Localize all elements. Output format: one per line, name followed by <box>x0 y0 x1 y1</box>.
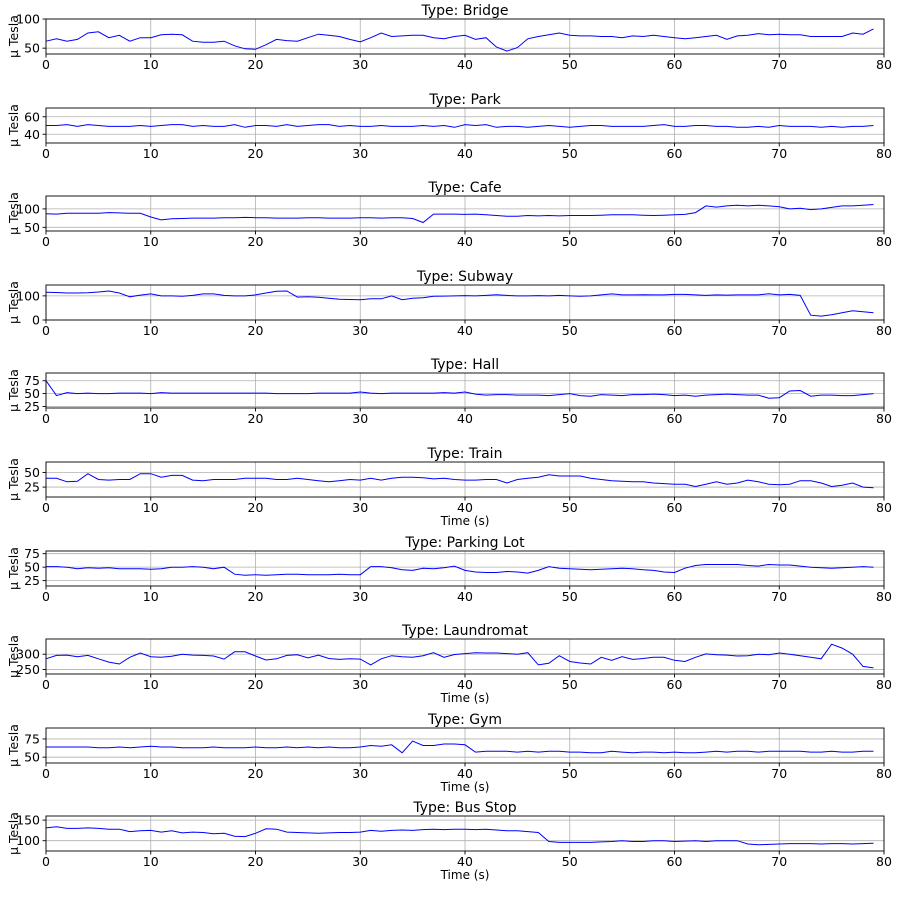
y-tick-label: 60 <box>24 109 40 125</box>
x-tick-label: 40 <box>457 854 473 869</box>
x-tick-label: 70 <box>771 677 788 692</box>
subplot-title: Type: Gym <box>427 712 503 728</box>
x-tick-label: 20 <box>247 677 264 692</box>
y-tick-label: 25 <box>24 479 40 495</box>
y-tick-label: 100 <box>16 288 40 304</box>
subplot-cafe <box>6 180 892 249</box>
x-tick-label: 60 <box>666 766 683 781</box>
x-tick-label: 0 <box>42 589 50 604</box>
y-axis-label: μ Tesla <box>6 458 21 501</box>
subplot-title: Type: Bridge <box>421 3 509 19</box>
y-axis-label: μ Tesla <box>6 812 21 855</box>
x-tick-label: 40 <box>457 411 473 426</box>
x-tick-label: 20 <box>247 500 264 515</box>
x-tick-label: 0 <box>42 677 50 692</box>
x-tick-label: 60 <box>666 234 683 249</box>
x-tick-label: 70 <box>771 234 788 249</box>
y-axis-label: μ Tesla <box>6 15 21 58</box>
x-tick-label: 80 <box>876 411 892 426</box>
y-axis-label: μ Tesla <box>6 369 21 412</box>
x-tick-label: 50 <box>561 589 578 604</box>
x-tick-label: 0 <box>42 234 50 249</box>
subplot-bridge <box>6 3 892 72</box>
x-tick-label: 80 <box>876 500 892 515</box>
subplot-title: Type: Cafe <box>428 180 502 196</box>
y-axis-label: μ Tesla <box>6 724 21 767</box>
series-line-bus-stop <box>46 827 874 845</box>
x-tick-label: 70 <box>771 411 788 426</box>
y-tick-label: 100 <box>16 201 40 217</box>
x-tick-label: 10 <box>142 677 159 692</box>
x-tick-label: 30 <box>352 677 369 692</box>
x-tick-label: 70 <box>771 766 788 781</box>
x-tick-label: 40 <box>457 323 473 338</box>
x-tick-label: 50 <box>561 766 578 781</box>
series-line-parking-lot <box>46 565 874 576</box>
x-tick-label: 20 <box>247 234 264 249</box>
x-tick-label: 20 <box>247 854 264 869</box>
x-tick-label: 0 <box>42 500 50 515</box>
subplot-title: Type: Train <box>427 446 503 462</box>
x-tick-label: 80 <box>876 677 892 692</box>
y-axis-label: μ Tesla <box>6 547 21 590</box>
x-tick-label: 20 <box>247 323 264 338</box>
x-tick-label: 30 <box>352 766 369 781</box>
series-line-subway <box>46 291 874 316</box>
y-tick-label: 300 <box>16 646 40 662</box>
series-line-cafe <box>46 205 874 223</box>
x-tick-label: 30 <box>352 234 369 249</box>
x-tick-label: 20 <box>247 766 264 781</box>
y-tick-label: 75 <box>24 373 40 389</box>
y-axis-label: μ Tesla <box>6 281 21 324</box>
y-tick-label: 75 <box>24 731 40 747</box>
x-tick-label: 50 <box>561 854 578 869</box>
x-tick-label: 40 <box>457 589 473 604</box>
x-tick-label: 80 <box>876 234 892 249</box>
x-tick-label: 50 <box>561 500 578 515</box>
x-tick-label: 10 <box>142 854 159 869</box>
y-tick-label: 0 <box>32 312 40 328</box>
x-tick-label: 80 <box>876 57 892 72</box>
x-tick-label: 0 <box>42 854 50 869</box>
x-tick-label: 30 <box>352 57 369 72</box>
x-axis-label: Time (s) <box>440 780 490 794</box>
x-tick-label: 40 <box>457 766 473 781</box>
x-tick-label: 50 <box>561 677 578 692</box>
y-tick-label: 50 <box>24 559 40 575</box>
x-tick-label: 70 <box>771 146 788 161</box>
y-tick-label: 50 <box>24 465 40 480</box>
x-tick-label: 10 <box>142 766 159 781</box>
x-tick-label: 70 <box>771 57 788 72</box>
subplot-subway <box>6 269 892 338</box>
x-tick-label: 80 <box>876 854 892 869</box>
subplot-parking-lot <box>6 535 892 604</box>
x-tick-label: 10 <box>142 323 159 338</box>
subplot-laundromat <box>6 623 892 705</box>
x-tick-label: 60 <box>666 411 683 426</box>
subplot-train <box>6 446 892 528</box>
subplot-title: Type: Bus Stop <box>413 800 517 816</box>
x-tick-label: 10 <box>142 589 159 604</box>
x-tick-label: 10 <box>142 500 159 515</box>
x-axis-label: Time (s) <box>440 514 490 528</box>
x-tick-label: 30 <box>352 146 369 161</box>
series-line-gym <box>46 741 874 753</box>
x-tick-label: 40 <box>457 500 473 515</box>
y-tick-label: 50 <box>24 749 40 765</box>
y-tick-label: 50 <box>24 219 40 235</box>
x-tick-label: 0 <box>42 323 50 338</box>
x-tick-label: 10 <box>142 411 159 426</box>
y-tick-label: 150 <box>16 812 40 828</box>
x-tick-label: 40 <box>457 677 473 692</box>
x-tick-label: 70 <box>771 500 788 515</box>
x-tick-label: 60 <box>666 500 683 515</box>
subplot-title: Type: Park <box>429 92 501 108</box>
subplot-title: Type: Parking Lot <box>405 535 525 551</box>
x-tick-label: 50 <box>561 146 578 161</box>
x-tick-label: 20 <box>247 589 264 604</box>
x-tick-label: 40 <box>457 234 473 249</box>
y-tick-label: 50 <box>24 40 40 56</box>
x-tick-label: 30 <box>352 411 369 426</box>
series-line-park <box>46 125 874 128</box>
x-axis-label: Time (s) <box>440 868 490 882</box>
x-tick-label: 10 <box>142 57 159 72</box>
x-tick-label: 60 <box>666 589 683 604</box>
x-tick-label: 30 <box>352 589 369 604</box>
x-tick-label: 70 <box>771 323 788 338</box>
x-tick-label: 70 <box>771 854 788 869</box>
x-tick-label: 10 <box>142 146 159 161</box>
x-tick-label: 40 <box>457 146 473 161</box>
y-axis-label: μ Tesla <box>6 635 21 678</box>
x-tick-label: 60 <box>666 146 683 161</box>
x-tick-label: 60 <box>666 854 683 869</box>
x-tick-label: 30 <box>352 323 369 338</box>
x-tick-label: 0 <box>42 57 50 72</box>
x-tick-label: 20 <box>247 57 264 72</box>
subplot-hall <box>6 357 892 426</box>
y-tick-label: 100 <box>16 833 40 849</box>
y-tick-label: 75 <box>24 546 40 562</box>
x-tick-label: 40 <box>457 57 473 72</box>
series-line-train <box>46 474 874 488</box>
x-tick-label: 80 <box>876 146 892 161</box>
series-line-hall <box>46 381 874 399</box>
y-tick-label: 100 <box>16 11 40 27</box>
y-axis-label: μ Tesla <box>6 104 21 147</box>
x-tick-label: 80 <box>876 589 892 604</box>
x-tick-label: 30 <box>352 854 369 869</box>
y-tick-label: 25 <box>24 573 40 589</box>
x-tick-label: 0 <box>42 146 50 161</box>
subplot-bus-stop <box>6 800 892 882</box>
x-tick-label: 60 <box>666 323 683 338</box>
x-tick-label: 80 <box>876 323 892 338</box>
x-tick-label: 50 <box>561 234 578 249</box>
x-tick-label: 20 <box>247 411 264 426</box>
x-tick-label: 70 <box>771 589 788 604</box>
x-tick-label: 50 <box>561 411 578 426</box>
y-tick-label: 250 <box>16 661 40 677</box>
x-tick-label: 10 <box>142 234 159 249</box>
y-tick-label: 40 <box>24 126 40 142</box>
x-tick-label: 60 <box>666 677 683 692</box>
y-tick-label: 25 <box>24 398 40 414</box>
y-axis-label: μ Tesla <box>6 192 21 235</box>
series-line-laundromat <box>46 644 874 668</box>
y-tick-label: 50 <box>24 386 40 402</box>
x-tick-label: 80 <box>876 766 892 781</box>
x-tick-label: 50 <box>561 57 578 72</box>
subplot-title: Type: Laundromat <box>401 623 529 639</box>
subplot-title: Type: Hall <box>430 357 500 373</box>
subplot-park <box>6 92 892 161</box>
x-axis-label: Time (s) <box>440 691 490 705</box>
x-tick-label: 0 <box>42 766 50 781</box>
subplot-title: Type: Subway <box>416 269 514 285</box>
x-tick-label: 60 <box>666 57 683 72</box>
subplot-gym <box>6 712 892 794</box>
x-tick-label: 50 <box>561 323 578 338</box>
x-tick-label: 0 <box>42 411 50 426</box>
x-tick-label: 30 <box>352 500 369 515</box>
x-tick-label: 20 <box>247 146 264 161</box>
